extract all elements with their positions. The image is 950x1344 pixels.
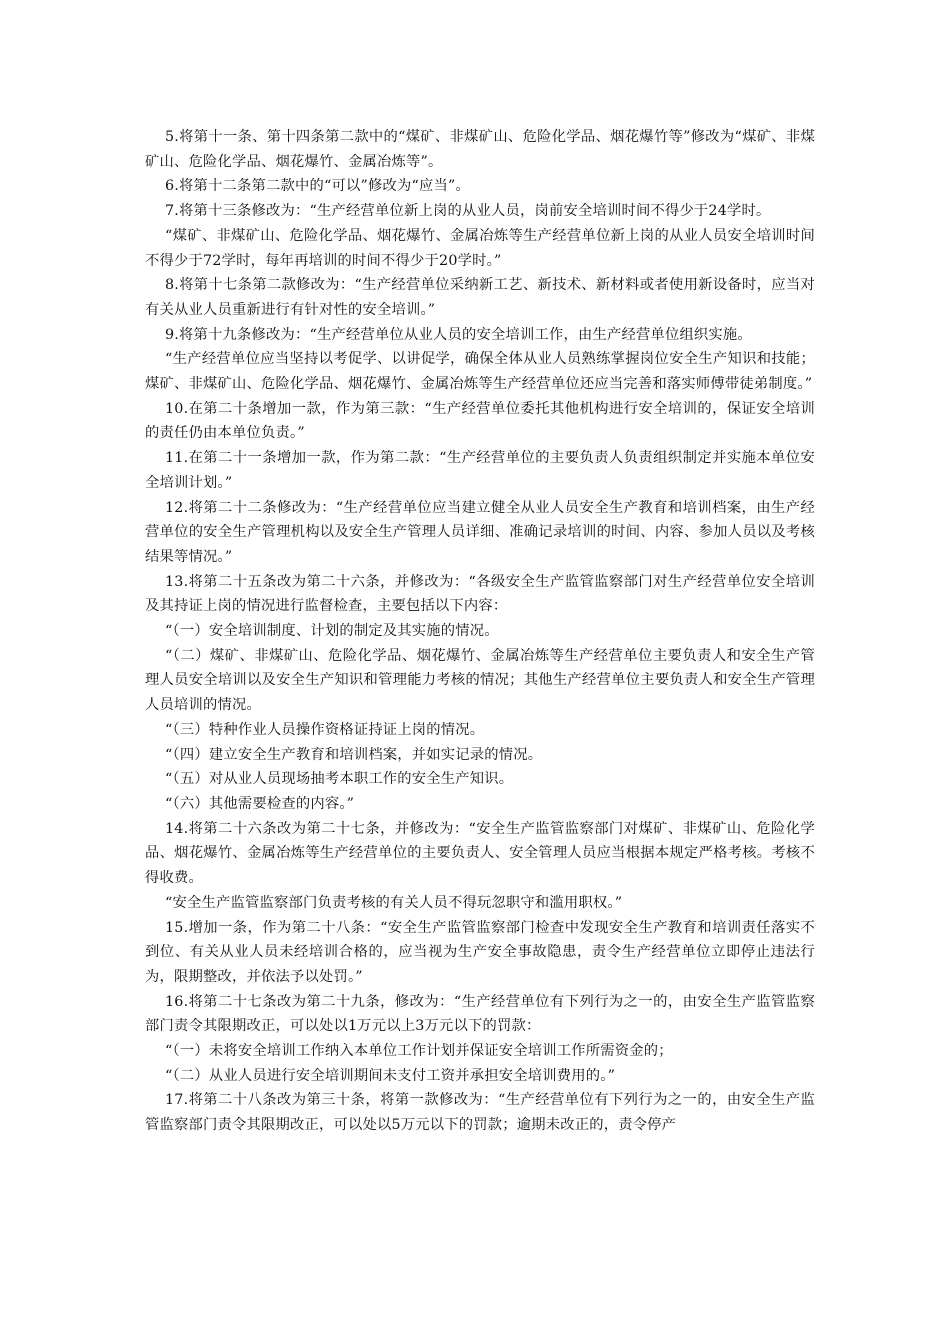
paragraph: 8.将第十七条第二款修改为：“生产经营单位采纳新工艺、新技术、新材料或者使用新设备时，应当对有关从业人员重新进行有针对性的安全培训。” <box>145 277 815 318</box>
paragraph: “（五）对从业人员现场抽考本职工作的安全生产知识。 <box>165 771 514 788</box>
paragraph: “（三）特种作业人员操作资格证持证上岗的情况。 <box>165 721 485 738</box>
paragraph: “（六）其他需要检查的内容。” <box>165 795 355 812</box>
paragraph: “（四）建立安全生产教育和培训档案，并如实记录的情况。 <box>165 746 543 763</box>
paragraph: “（一）未将安全培训工作纳入本单位工作计划并保证安全培训工作所需资金的； <box>165 1043 673 1060</box>
paragraph: 5.将第十一条、第十四条第二款中的“煤矿、非煤矿山、危险化学品、烟花爆竹等”修改为“煤矿、非煤矿山、危险化学品、烟花爆竹、金属冶炼等”。 <box>145 129 815 170</box>
paragraph: 7.将第十三条修改为：“生产经营单位新上岗的从业人员，岗前安全培训时间不得少于24学时。 <box>165 203 771 220</box>
paragraph: 10.在第二十条增加一款，作为第三款：“生产经营单位委托其他机构进行安全培训的，保证安全培训的责任仍由本单位负责。” <box>145 400 815 442</box>
paragraph: “（二）煤矿、非煤矿山、危险化学品、烟花爆竹、金属冶炼等生产经营单位主要负责人和安全生产管理人员安全培训以及安全生产知识和管理能力考核的情况；其他生产经营单位主要负责人和安全生产管理人员培训的情况。 <box>145 647 815 714</box>
paragraph: 14.将第二十六条改为第二十七条，并修改为：“安全生产监管监察部门对煤矿、非煤矿山、危险化学品、烟花爆竹、金属冶炼等生产经营单位的主要负责人、安全管理人员应当根据本规定严格考核。考核不得收费。 <box>145 820 815 887</box>
paragraph: “（一）安全培训制度、计划的制定及其实施的情况。 <box>165 623 499 640</box>
paragraph: 11.在第二十一条增加一款，作为第二款：“生产经营单位的主要负责人负责组织制定并实施本单位安全培训计划。” <box>145 450 815 491</box>
paragraph: 16.将第二十七条改为第二十九条，修改为：“生产经营单位有下列行为之一的，由安全生产监管监察部门责令其限期改正，可以处以1万元以上3万元以下的罚款： <box>145 993 815 1035</box>
paragraph: 13.将第二十五条改为第二十六条，并修改为：“各级安全生产监管监察部门对生产经营单位安全培训及其持证上岗的情况进行监督检查，主要包括以下内容： <box>145 573 815 615</box>
document-body <box>145 125 815 1138</box>
paragraph: “（二）从业人员进行安全培训期间未支付工资并承担安全培训费用的。” <box>165 1067 616 1084</box>
paragraph: “煤矿、非煤矿山、危险化学品、烟花爆竹、金属冶炼等生产经营单位新上岗的从业人员安全培训时间不得少于72学时，每年再培训的时间不得少于20学时。” <box>145 227 815 269</box>
paragraph: 17.将第二十八条改为第三十条，将第一款修改为：“生产经营单位有下列行为之一的，由安全生产监管监察部门责令其限期改正，可以处以5万元以下的罚款；逾期未改正的，责令停产 <box>145 1092 815 1134</box>
paragraph: 12.将第二十二条修改为：“生产经营单位应当建立健全从业人员安全生产教育和培训档案，由生产经营单位的安全生产管理机构以及安全生产管理人员详细、准确记录培训的时间、内容、参加人员以及考核结果等情况。” <box>145 499 815 565</box>
paragraph: 9.将第十九条修改为：“生产经营单位从业人员的安全培训工作，由生产经营单位组织实施。 <box>165 326 752 343</box>
paragraph: “安全生产监管监察部门负责考核的有关人员不得玩忽职守和滥用职权。” <box>165 894 623 911</box>
paragraph: 6.将第十二条第二款中的“可以”修改为“应当”。 <box>165 178 471 195</box>
paragraph: “生产经营单位应当坚持以考促学、以讲促学，确保全体从业人员熟练掌握岗位安全生产知识和技能；煤矿、非煤矿山、危险化学品、烟花爆竹、金属冶炼等生产经营单位还应当完善和落实师傅带徒弟制度。” <box>145 351 815 393</box>
paragraph: 15.增加一条，作为第二十八条：“安全生产监管监察部门检查中发现安全生产教育和培训责任落实不到位、有关从业人员未经培训合格的，应当视为生产安全事故隐患，责令生产经营单位立即停止违法行为，限期整改，并依法予以处罚。” <box>145 919 815 985</box>
